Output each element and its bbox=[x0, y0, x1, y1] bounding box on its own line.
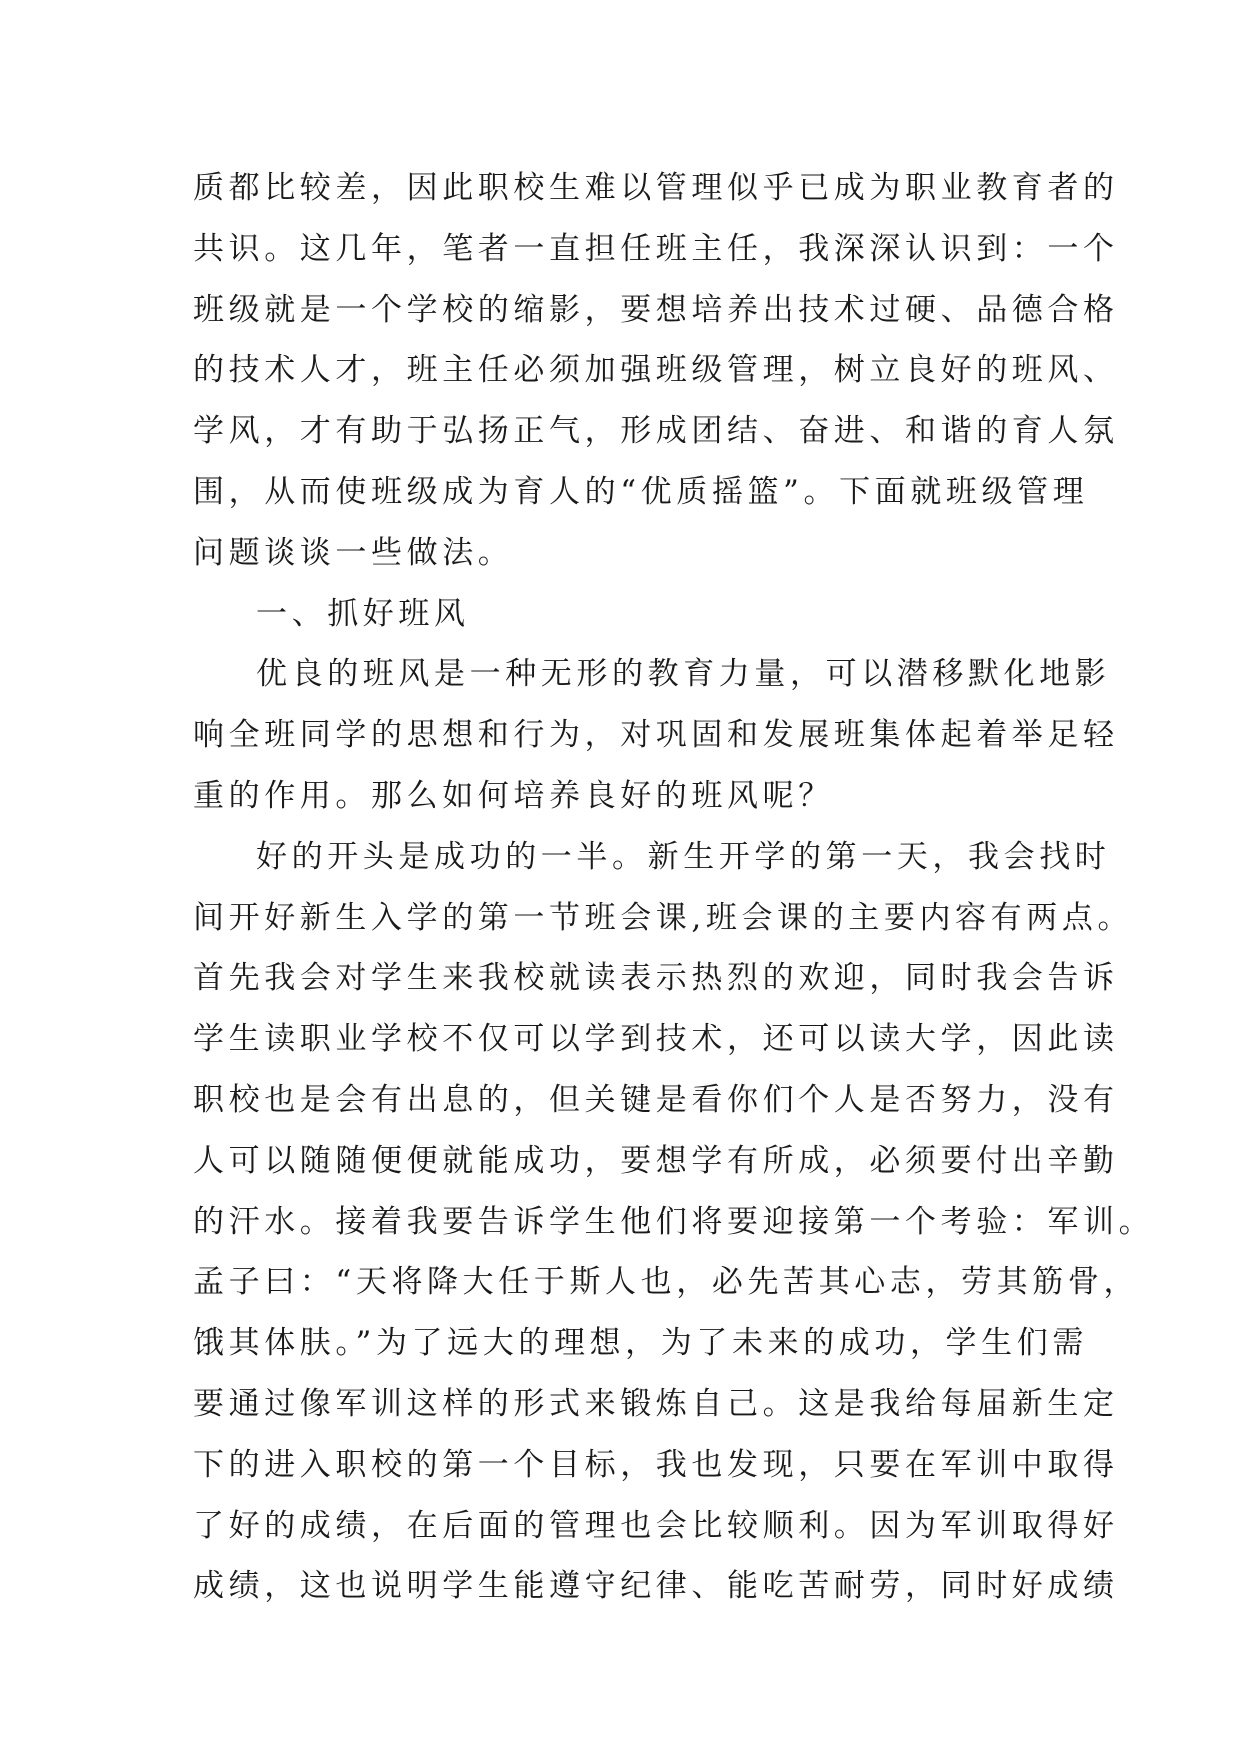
text-line: 要通过像军训这样的形式来锻炼自己。这是我给每届新生定 bbox=[193, 1385, 1119, 1422]
text-line: 人可以随随便便就能成功，要想学有所成，必须要付出辛勤 bbox=[193, 1142, 1119, 1179]
text-line: 优良的班风是一种无形的教育力量，可以潜移默化地影 bbox=[256, 656, 1111, 693]
text-line: 班级就是一个学校的缩影，要想培养出技术过硬、品德合格 bbox=[193, 291, 1119, 328]
text-line: 成绩，这也说明学生能遵守纪律、能吃苦耐劳，同时好成绩 bbox=[193, 1568, 1119, 1605]
document-body bbox=[193, 158, 1155, 1617]
text-line: 了好的成绩，在后面的管理也会比较顺利。因为军训取得好 bbox=[193, 1507, 1119, 1544]
text-line: 重的作用。那么如何培养良好的班风呢？ bbox=[193, 777, 834, 814]
text-line: 的汗水。接着我要告诉学生他们将要迎接第一个考验：军训。 bbox=[193, 1203, 1155, 1240]
text-line: 一、抓好班风 bbox=[256, 595, 470, 632]
text-line: 问题谈谈一些做法。 bbox=[193, 534, 514, 571]
text-line: 质都比较差，因此职校生难以管理似乎已成为职业教育者的 bbox=[193, 170, 1119, 206]
text-line: 孟子曰：“天将降大任于斯人也，必先苦其心志，劳其筋骨， bbox=[193, 1264, 1140, 1301]
text-line: 共识。这几年，笔者一直担任班主任，我深深认识到：一个 bbox=[193, 230, 1119, 267]
text-line: 的技术人才，班主任必须加强班级管理，树立良好的班风、 bbox=[193, 352, 1119, 389]
text-line: 响全班同学的思想和行为，对巩固和发展班集体起着举足轻 bbox=[193, 717, 1119, 754]
text-line: 饿其体肤。”为了远大的理想，为了未来的成功，学生们需 bbox=[193, 1325, 1088, 1362]
text-line: 间开好新生入学的第一节班会课,班会课的主要内容有两点。 bbox=[193, 899, 1134, 936]
text-line: 首先我会对学生来我校就读表示热烈的欢迎，同时我会告诉 bbox=[193, 960, 1119, 997]
text-line: 职校也是会有出息的，但关键是看你们个人是否努力，没有 bbox=[193, 1081, 1119, 1118]
text-line: 好的开头是成功的一半。新生开学的第一天，我会找时 bbox=[256, 838, 1111, 875]
text-line: 围，从而使班级成为育人的“优质摇篮”。下面就班级管理 bbox=[193, 473, 1089, 510]
text-line: 学风，才有助于弘扬正气，形成团结、奋进、和谐的育人氛 bbox=[193, 413, 1119, 450]
text-line: 下的进入职校的第一个目标，我也发现，只要在军训中取得 bbox=[193, 1446, 1119, 1483]
text-line: 学生读职业学校不仅可以学到技术，还可以读大学，因此读 bbox=[193, 1021, 1119, 1058]
